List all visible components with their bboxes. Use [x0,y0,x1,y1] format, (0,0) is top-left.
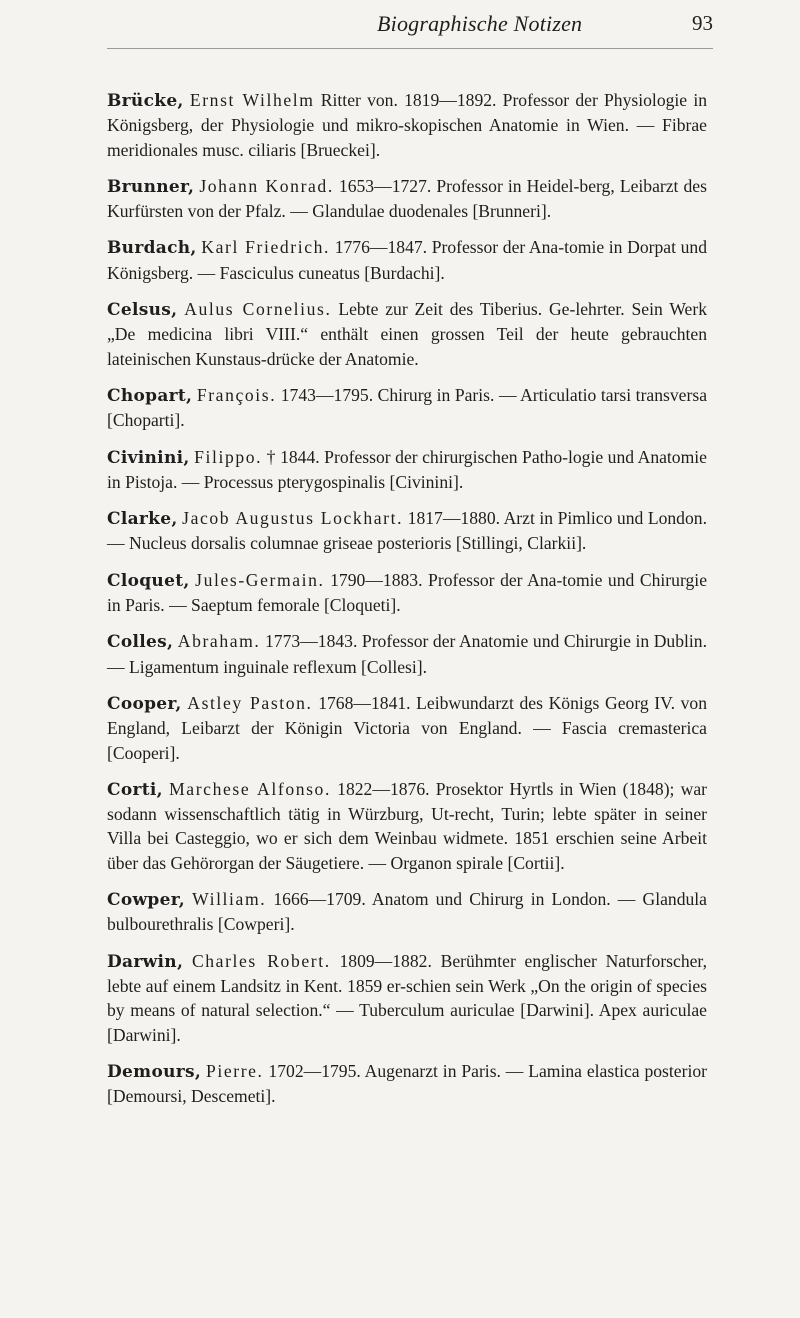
entry-surname: Demours, [107,1061,202,1082]
entry-surname: Brücke, [107,91,184,111]
entry-given-name: Jules-Germain. [195,569,325,590]
entry-surname: Clarke, [107,509,178,530]
entry-given-name: Ernst Wilhelm [189,90,315,110]
entry-given-name: Karl Friedrich. [201,237,331,258]
entry-given-name: Abraham. [177,631,261,652]
entry-surname: Cooper, [107,693,182,714]
header-rule [107,48,713,49]
entry-given-name: Pierre. [205,1060,264,1081]
entry-text: 1743—1795. Chirurg in Paris. — Articulatio tarsi transversa [Choparti]. [107,384,708,431]
entry-surname: Cowper, [107,890,185,911]
entry-given-name: Filippo. [194,446,263,467]
entry-text: 1776—1847. Professor der Ana-tomie in Dorpat und Königsberg. — Fasciculus cuneatus [Burdachi]. [107,237,707,283]
entry-text: 1653—1727. Professor in Heidel-berg, Leibarzt des Kurfürsten von der Pfalz. — Glandulae duodenales [Brunneri]. [107,175,707,222]
entry-given-name: Charles Robert. [191,950,331,971]
entry-surname: Brunner, [107,176,195,197]
entry-darwin [107,949,707,1047]
entry-given-name: Astley Paston. [187,692,313,713]
entry-surname: Burdach, [107,238,197,259]
running-head [107,0,713,52]
entry-text: 1809—1882. Berühmter englischer Naturforscher, lebte auf einem Landsitz in Kent. 1859 er-schien sein Werk „On the origin of species by means of natural selection.“ — Tuberculum auriculae [Darwini]. Apex auriculae [Darwini]. [107,950,707,1045]
entry-text: 1773—1843. Professor der Anatomie und Chirurgie in Dublin. — Ligamentum inguinale reflexum [Collesi]. [107,631,708,677]
entry-cooper [107,691,707,765]
entry-given-name: Marchese Alfonso. [169,778,331,799]
entry-surname: Cloquet, [107,570,190,591]
entry-chopart [107,383,707,433]
entry-surname: Darwin, [107,951,184,972]
entry-text: 1702—1795. Augenarzt in Paris. — Lamina elastica posterior [Demoursi, Descemeti]. [107,1060,707,1107]
entry-text: 1790—1883. Professor der Ana-tomie und Chirurgie in Paris. — Saeptum femorale [Cloqueti]. [107,569,707,616]
entry-celsus [107,297,707,371]
entry-text: Ritter von. 1819—1892. Professor der Physiologie in Königsberg, der Physiologie und mikro-skopischen Anatomie in Wien. — Fibrae meridionales musc. ciliaris [Brueckei]. [107,90,708,160]
entry-corti [107,777,707,875]
entry-brunner [107,174,707,224]
entry-cowper [107,887,707,937]
entry-surname: Civinini, [107,447,190,468]
entry-colles [107,629,707,679]
entry-list [107,88,707,1120]
running-title: Biographische Notizen [377,11,583,36]
entry-given-name: Aulus Cornelius. [184,299,332,320]
entry-bruecke [107,88,707,162]
entry-given-name: Jacob Augustus Lockhart. [182,508,404,529]
entry-given-name: François. [196,384,277,405]
entry-given-name: William. [192,889,267,910]
page-number: 93 [692,11,713,35]
entry-text: 1666—1709. Anatom und Chirurg in London. — Glandula bulbourethralis [Cowperi]. [107,889,707,935]
entry-given-name: Johann Konrad. [199,175,334,196]
entry-clarke [107,506,707,556]
entry-text: Lebte zur Zeit des Tiberius. Ge-lehrter. Sein Werk „De medicina libri VIII.“ enthält einen grossen Teil der heute gebrauchten lateinischen Kunstaus-drücke der Anatomie. [107,299,707,369]
entry-text: 1817—1880. Arzt in Pimlico und London. — Nucleus dorsalis columnae griseae posterioris [Stillingi, Clarkii]. [107,508,707,554]
entry-surname: Corti, [107,779,163,800]
entry-burdach [107,235,707,285]
entry-text: † 1844. Professor der chirurgischen Patho-logie und Anatomie in Pistoja. — Processus pterygospinalis [Civinini]. [107,446,707,492]
entry-civinini [107,445,707,495]
book-page [107,0,713,1107]
entry-cloquet [107,568,707,618]
entry-surname: Celsus, [107,300,178,321]
entry-surname: Chopart, [107,385,193,406]
entry-demours [107,1059,707,1109]
entry-text: 1768—1841. Leibwundarzt des Königs Georg IV. von England, Leibarzt der Königin Victoria von England. — Fascia cremasterica [Cooperi]. [107,692,707,763]
entry-text: 1822—1876. Prosektor Hyrtls in Wien (1848); war sodann wissenschaftlich tätig in Würzburg, Ut-recht, Turin; lebte später in seiner Villa bei Casteggio, wo er sich dem Weinbau widmete. 1851 erschien seine Arbeit über das Gehörorgan der Säugetiere. — Organon spirale [Cortii]. [107,778,708,873]
entry-surname: Colles, [107,632,174,653]
